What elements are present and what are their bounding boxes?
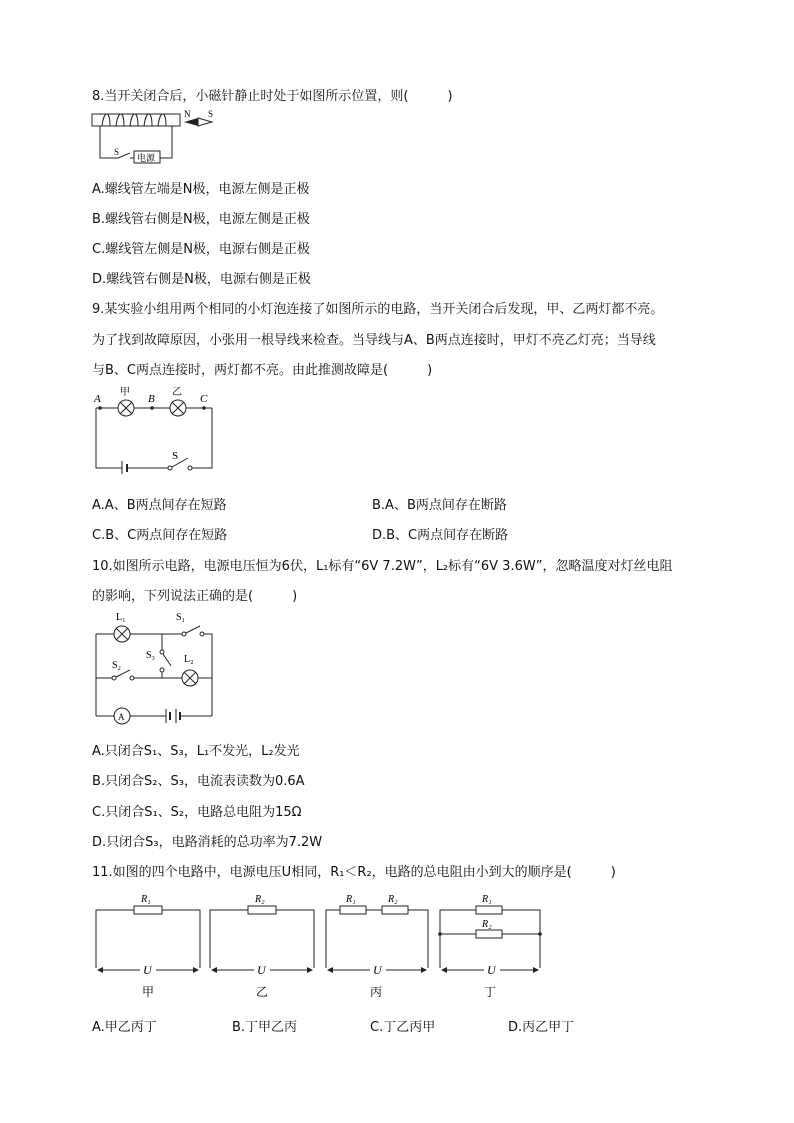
q11-bing-u-label: U bbox=[373, 963, 382, 977]
q9-option-b: B.A、B两点间存在断路 bbox=[372, 498, 507, 513]
q8-n-label: N bbox=[184, 109, 191, 119]
q8-option-d: D.螺线管右侧是N极，电源右侧是正极 bbox=[92, 272, 311, 287]
q10-stem-line-2: 的影响，下列说法正确的是( ) bbox=[92, 589, 298, 604]
q8-power-label: 电源 bbox=[137, 154, 156, 164]
q11-circuit-yi bbox=[210, 894, 314, 999]
q11-four-circuits-figure bbox=[90, 886, 550, 1002]
q11-bing-r1-label: R₁ bbox=[346, 894, 356, 905]
q9-stem-line-3: 与B、C两点连接时，两灯都不亮。由此推测故障是( ) bbox=[92, 363, 433, 378]
q9-lamp-jia-label: 甲 bbox=[120, 387, 130, 398]
q9-lamp-circuit-figure bbox=[88, 382, 222, 474]
q11-caption-jia: 甲 bbox=[142, 985, 155, 999]
q8-option-b: B.螺线管右侧是N极，电源左侧是正极 bbox=[92, 212, 310, 227]
q11-circuit-ding bbox=[438, 894, 542, 999]
q11-jia-u-label: U bbox=[143, 963, 152, 977]
q11-option-c: C.丁乙丙甲 bbox=[370, 1020, 436, 1035]
q9-lamp-yi-label: 乙 bbox=[172, 387, 182, 398]
q10-option-d: D.只闭合S₃，电路消耗的总功率为7.2W bbox=[92, 835, 323, 850]
q9-stem-line-2: 为了找到故障原因，小张用一根导线来检查。当导线与A、B两点连接时，甲灯不亮乙灯亮；当导线 bbox=[92, 333, 656, 348]
q11-option-b: B.丁甲乙丙 bbox=[232, 1020, 298, 1035]
q8-solenoid-circuit-figure bbox=[88, 108, 228, 164]
q10-option-c: C.只闭合S₁、S₂，电路总电阻为15Ω bbox=[92, 805, 302, 820]
q11-jia-r1-label: R₁ bbox=[141, 894, 151, 905]
q8-switch-label: S bbox=[114, 147, 120, 157]
q10-option-a: A.只闭合S₁、S₃，L₁不发光，L₂发光 bbox=[92, 744, 300, 759]
q9-option-a: A.A、B两点间存在短路 bbox=[92, 498, 227, 513]
q11-ding-u-label: U bbox=[487, 963, 496, 977]
q9-point-b-label: B bbox=[148, 393, 155, 405]
q10-ammeter-label: A bbox=[118, 712, 125, 722]
q11-yi-u-label: U bbox=[257, 963, 266, 977]
q8-option-a: A.螺线管左端是N极，电源左侧是正极 bbox=[92, 182, 310, 197]
q11-ding-r2-label: R₂ bbox=[482, 919, 492, 930]
q9-switch-label: S bbox=[172, 450, 179, 462]
q10-l2-label: L₂ bbox=[184, 654, 194, 665]
q9-point-c-label: C bbox=[200, 393, 208, 405]
q8-s-label: S bbox=[208, 109, 214, 119]
q11-stem: 11.如图的四个电路中，电源电压U相同，R₁＜R₂，电路的总电阻由小到大的顺序是( ) bbox=[92, 865, 616, 880]
q11-circuit-bing bbox=[326, 894, 428, 999]
q11-caption-ding: 丁 bbox=[484, 985, 497, 999]
q9-option-d: D.B、C两点间存在断路 bbox=[372, 528, 509, 543]
q11-ding-r1-label: R₁ bbox=[482, 894, 492, 905]
q9-option-c: C.B、C两点间存在短路 bbox=[92, 528, 228, 543]
q10-two-lamp-circuit-figure bbox=[90, 606, 220, 726]
q10-s2-label: S₂ bbox=[112, 660, 122, 671]
q10-s1-label: S₁ bbox=[176, 612, 186, 623]
q11-caption-yi: 乙 bbox=[256, 985, 269, 999]
q11-option-d: D.丙乙甲丁 bbox=[508, 1020, 575, 1035]
q11-bing-r2-label: R₂ bbox=[388, 894, 398, 905]
q11-yi-r2-label: R₂ bbox=[255, 894, 265, 905]
q9-point-a-label: A bbox=[94, 393, 101, 405]
q10-l1-label: L₁ bbox=[116, 612, 126, 623]
q11-option-a: A.甲乙丙丁 bbox=[92, 1020, 157, 1035]
q10-stem-line-1: 10.如图所示电路，电源电压恒为6伏，L₁标有“6V 7.2W”，L₂标有“6V 3.6W”，忽略温度对灯丝电阻 bbox=[92, 559, 673, 574]
q10-option-b: B.只闭合S₂、S₃，电流表读数为0.6A bbox=[92, 774, 305, 789]
q11-circuit-jia bbox=[96, 894, 200, 999]
q9-stem-line-1: 9.某实验小组用两个相同的小灯泡连接了如图所示的电路，当开关闭合后发现，甲、乙两灯都不亮。 bbox=[92, 302, 664, 317]
q10-s3-label: S₃ bbox=[146, 650, 156, 661]
q11-caption-bing: 丙 bbox=[370, 985, 383, 999]
q8-option-c: C.螺线管左侧是N极，电源右侧是正极 bbox=[92, 242, 310, 257]
q8-stem: 8.当开关闭合后，小磁针静止时处于如图所示位置，则( ) bbox=[92, 89, 453, 104]
